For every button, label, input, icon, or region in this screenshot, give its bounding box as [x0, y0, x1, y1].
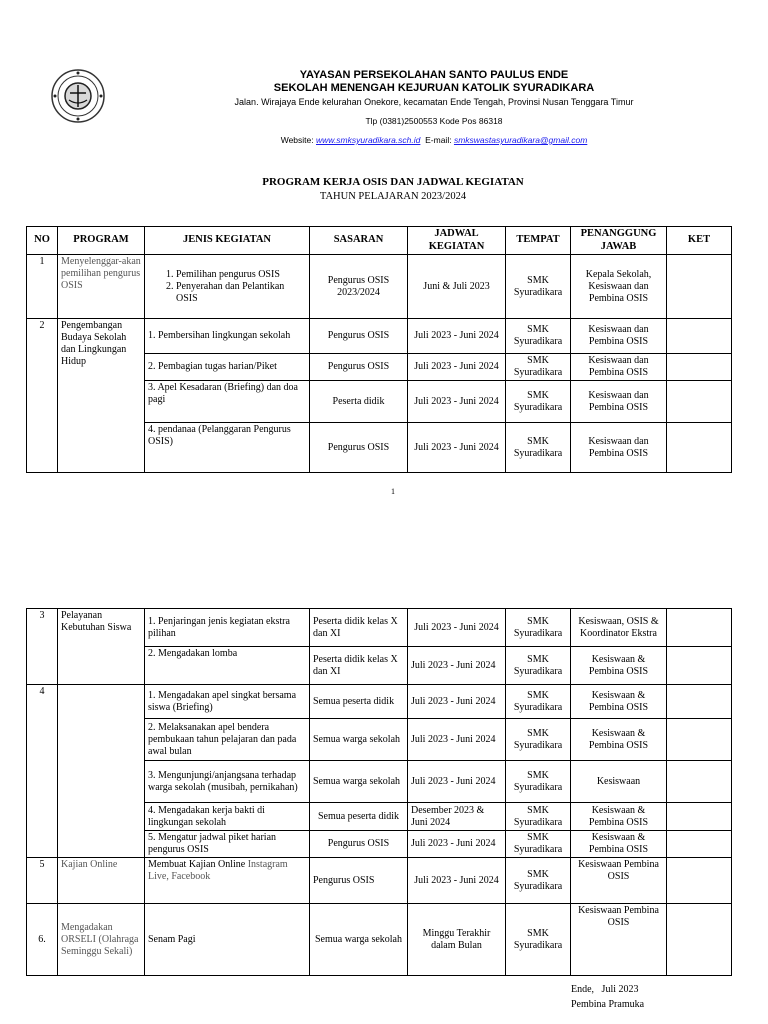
table-row	[27, 904, 732, 976]
row-penanggung-jawab: Kesiswaan, OSIS & Koordinator Ekstra	[571, 609, 667, 647]
program-table-page1	[26, 226, 732, 473]
row-tempat: SMK Syuradikara	[506, 761, 571, 803]
row-no: 2	[27, 319, 58, 473]
header-jenis-kegiatan: JENIS KEGIATAN	[145, 227, 310, 255]
row-tempat: SMK Syuradikara	[506, 423, 571, 473]
row-ket	[667, 831, 732, 858]
row-tempat: SMK Syuradikara	[506, 609, 571, 647]
row-program: Pengembangan Budaya Sekolah dan Lingkungan Hidup	[58, 319, 145, 473]
row-tempat: SMK Syuradikara	[506, 319, 571, 354]
row-sasaran: Peserta didik kelas X dan XI	[310, 609, 408, 647]
row-sasaran: Pengurus OSIS	[310, 354, 408, 381]
row-sasaran: Pengurus OSIS 2023/2024	[310, 255, 408, 319]
row-penanggung-jawab: Kesiswaan dan Pembina OSIS	[571, 423, 667, 473]
row-ket	[667, 647, 732, 685]
row-penanggung-jawab: Kesiswaan & Pembina OSIS	[571, 647, 667, 685]
row-sasaran: Semua peserta didik	[310, 803, 408, 831]
row-kegiatan: 3. Mengunjungi/anjangsana terhadap warga sekolah (musibah, pernikahan)	[145, 761, 310, 803]
row-program: Mengadakan ORSELI (Olahraga Seminggu Sekali)	[58, 904, 145, 976]
row-sasaran: Pengurus OSIS	[310, 858, 408, 904]
kegiatan-text: Membuat Kajian Online	[148, 859, 246, 870]
row-ket	[667, 319, 732, 354]
row-kegiatan: 4. pendanaa (Pelanggaran Pengurus OSIS)	[145, 423, 310, 473]
school-logo	[50, 66, 106, 126]
email-label: E-mail:	[425, 135, 452, 145]
row-penanggung-jawab: Kesiswaan Pembina OSIS	[571, 858, 667, 904]
table-row	[27, 685, 732, 719]
row-penanggung-jawab: Kesiswaan & Pembina OSIS	[571, 719, 667, 761]
school-address: Jalan. Wirajaya Ende kelurahan Onekore, kecamatan Ende Tengah, Provinsi Nusan Tenggara Timur	[234, 97, 634, 107]
header-penanggung-jawab: PENANGGUNG JAWAB	[571, 227, 667, 255]
row-tempat: SMK Syuradikara	[506, 858, 571, 904]
table-row	[27, 255, 732, 319]
row-jadwal: Juli 2023 - Juni 2024	[408, 831, 506, 858]
row-program: Kajian Online	[58, 858, 145, 904]
row-no: 3	[27, 609, 58, 685]
row-jadwal: Desember 2023 & Juni 2024	[408, 803, 506, 831]
row-tempat: SMK Syuradikara	[506, 904, 571, 976]
row-ket	[667, 354, 732, 381]
row-no: 4	[27, 685, 58, 858]
row-sasaran: Pengurus OSIS	[310, 831, 408, 858]
row-program	[58, 685, 145, 858]
table-row	[27, 609, 732, 647]
row-ket	[667, 904, 732, 976]
row-jadwal: Juli 2023 - Juni 2024	[408, 719, 506, 761]
row-ket	[667, 719, 732, 761]
row-sasaran: Peserta didik	[310, 381, 408, 423]
row-jadwal: Juli 2023 - Juni 2024	[408, 685, 506, 719]
row-tempat: SMK Syuradikara	[506, 381, 571, 423]
row-kegiatan: Senam Pagi	[145, 904, 310, 976]
row-tempat: SMK Syuradikara	[506, 831, 571, 858]
row-ket	[667, 381, 732, 423]
row-no: 1	[27, 255, 58, 319]
row-program: Menyelenggar-akan pemilihan pengurus OSIS	[58, 255, 145, 319]
row-sasaran: Semua warga sekolah	[310, 719, 408, 761]
header-program: PROGRAM	[58, 227, 145, 255]
row-no: 6.	[27, 904, 58, 976]
row-jadwal: Juli 2023 - Juni 2024	[408, 858, 506, 904]
row-ket	[667, 255, 732, 319]
row-ket	[667, 858, 732, 904]
row-program: Pelayanan Kebutuhan Siswa	[58, 609, 145, 685]
kegiatan-platforms: Instagram Live, Facebook	[148, 859, 288, 882]
row-kegiatan: 2. Pembagian tugas harian/Piket	[145, 354, 310, 381]
row-tempat: SMK Syuradikara	[506, 803, 571, 831]
row-kegiatan	[145, 255, 310, 319]
row-ket	[667, 609, 732, 647]
row-jadwal: Juli 2023 - Juni 2024	[408, 319, 506, 354]
contact-line	[150, 135, 718, 145]
row-penanggung-jawab: Kesiswaan & Pembina OSIS	[571, 685, 667, 719]
row-penanggung-jawab: Kesiswaan & Pembina OSIS	[571, 803, 667, 831]
program-table-page2	[26, 608, 732, 976]
row-ket	[667, 761, 732, 803]
row-jadwal: Juli 2023 - Juni 2024	[408, 609, 506, 647]
row-sasaran: Pengurus OSIS	[310, 319, 408, 354]
row-ket	[667, 803, 732, 831]
row-no: 5	[27, 858, 58, 904]
row-kegiatan	[145, 858, 310, 904]
row-kegiatan: 1. Pembersihan lingkungan sekolah	[145, 319, 310, 354]
school-phone: Tlp (0381)2500553 Kode Pos 86318	[365, 116, 503, 126]
row-ket	[667, 685, 732, 719]
row-penanggung-jawab: Kesiswaan & Pembina OSIS	[571, 831, 667, 858]
row-tempat: SMK Syuradikara	[506, 255, 571, 319]
row-tempat: SMK Syuradikara	[506, 647, 571, 685]
row-penanggung-jawab: Kesiswaan dan Pembina OSIS	[571, 381, 667, 423]
row-kegiatan: 2. Melaksanakan apel bendera pembukaan tahun pelajaran dan pada awal bulan	[145, 719, 310, 761]
row-tempat: SMK Syuradikara	[506, 354, 571, 381]
page-number: 1	[391, 487, 395, 496]
school-name: SEKOLAH MENENGAH KEJURUAN KATOLIK SYURADIKARA	[273, 82, 595, 94]
header-sasaran: SASARAN	[310, 227, 408, 255]
row-penanggung-jawab: Kesiswaan dan Pembina OSIS	[571, 319, 667, 354]
row-ket	[667, 423, 732, 473]
row-penanggung-jawab: Kesiswaan	[571, 761, 667, 803]
row-tempat: SMK Syuradikara	[506, 719, 571, 761]
row-jadwal: Juli 2023 - Juni 2024	[408, 423, 506, 473]
email-link[interactable]: smkswastasyuradikara@gmail.com	[453, 135, 588, 145]
row-penanggung-jawab: Kesiswaan Pembina OSIS	[571, 904, 667, 976]
row-sasaran: Semua warga sekolah	[310, 904, 408, 976]
header-tempat: TEMPAT	[506, 227, 571, 255]
header-jadwal: JADWAL KEGIATAN	[408, 227, 506, 255]
document-subtitle: TAHUN PELAJARAN 2023/2024	[319, 191, 467, 202]
signature-place-date: Ende, Juli 2023	[571, 984, 639, 995]
row-jadwal: Juni & Juli 2023	[408, 255, 506, 319]
row-sasaran: Semua warga sekolah	[310, 761, 408, 803]
row-penanggung-jawab: Kesiswaan dan Pembina OSIS	[571, 354, 667, 381]
row-jadwal: Juli 2023 - Juni 2024	[408, 381, 506, 423]
row-tempat: SMK Syuradikara	[506, 685, 571, 719]
row-jadwal: Juli 2023 - Juni 2024	[408, 354, 506, 381]
row-kegiatan: 5. Mengatur jadwal piket harian pengurus OSIS	[145, 831, 310, 858]
signature-role: Pembina Pramuka	[571, 999, 645, 1010]
table-row	[27, 319, 732, 354]
table-header-row	[27, 227, 732, 255]
row-kegiatan: 3. Apel Kesadaran (Briefing) dan doa pagi	[145, 381, 310, 423]
row-jadwal: Minggu Terakhir dalam Bulan	[408, 904, 506, 976]
header-no: NO	[27, 227, 58, 255]
row-jadwal: Juli 2023 - Juni 2024	[408, 761, 506, 803]
row-kegiatan: 2. Mengadakan lomba	[145, 647, 310, 685]
row-kegiatan: 1. Mengadakan apel singkat bersama siswa (Briefing)	[145, 685, 310, 719]
table-row	[27, 858, 732, 904]
foundation-name: YAYASAN PERSEKOLAHAN SANTO PAULUS ENDE	[299, 69, 569, 81]
list-item: 1. Pemilihan pengurus OSIS	[176, 269, 306, 281]
row-kegiatan: 4. Mengadakan kerja bakti di lingkungan sekolah	[145, 803, 310, 831]
row-jadwal: Juli 2023 - Juni 2024	[408, 647, 506, 685]
row-sasaran: Pengurus OSIS	[310, 423, 408, 473]
document-title: PROGRAM KERJA OSIS DAN JADWAL KEGIATAN	[262, 176, 524, 188]
list-item: 2. Penyerahan dan Pelantikan OSIS	[176, 281, 306, 305]
row-sasaran: Semua peserta didik	[310, 685, 408, 719]
row-penanggung-jawab: Kepala Sekolah, Kesiswaan dan Pembina OSIS	[571, 255, 667, 319]
row-kegiatan: 1. Penjaringan jenis kegiatan ekstra pilihan	[145, 609, 310, 647]
header-ket: KET	[667, 227, 732, 255]
row-sasaran: Peserta didik kelas X dan XI	[310, 647, 408, 685]
website-label: Website:	[280, 135, 314, 145]
website-link[interactable]: www.smksyuradikara.sch.id	[316, 135, 421, 145]
